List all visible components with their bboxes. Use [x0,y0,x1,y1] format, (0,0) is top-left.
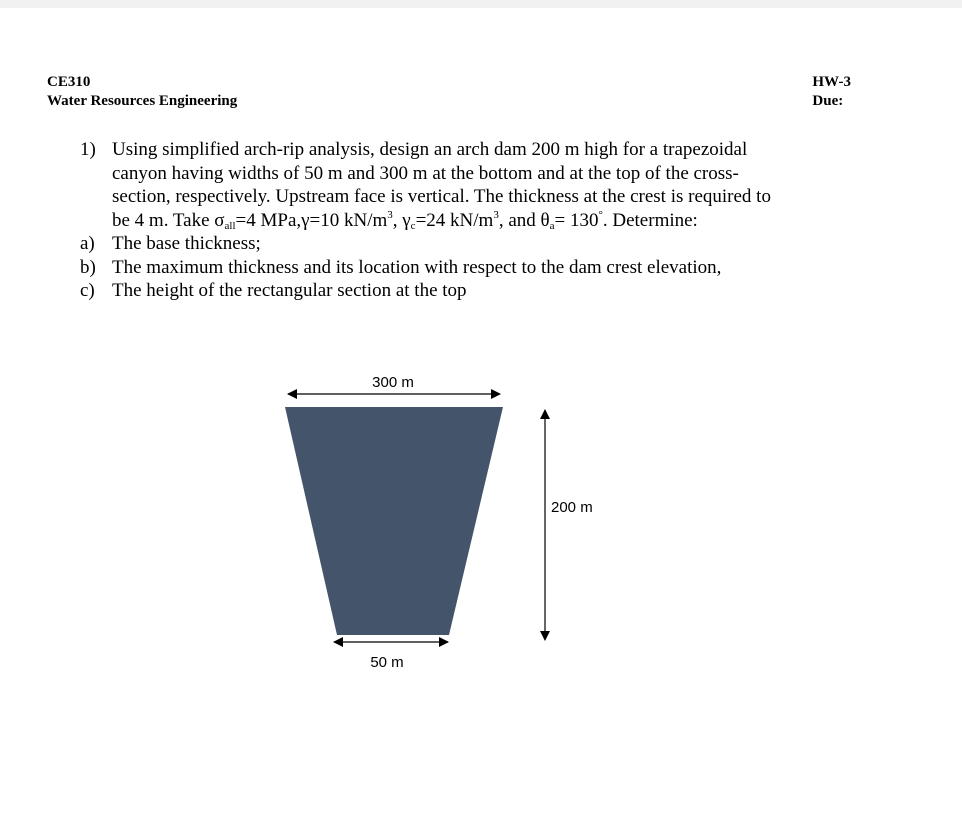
problem-number: 1) [80,139,96,160]
part-a [80,232,880,256]
part-b [80,256,880,280]
statement-line: section, respectively. Upstream face is vertical. The thickness at the crest is required to [112,186,771,207]
trapezoid-canyon [285,407,503,635]
bottom-width-label: 50 m [370,654,404,671]
statement-line: canyon having widths of 50 m and 300 m at the bottom and at the top of the cross- [112,162,739,184]
top-width-label: 300 m [372,374,414,391]
problem-1 [80,138,880,303]
part-label: a) [80,233,95,254]
statement-line: Using simplified arch-rip analysis, design an arch dam 200 m high for a trapezoidal [112,139,748,160]
part-label: b) [80,256,96,278]
part-text: The height of the rectangular section at the top [112,280,467,301]
course-header [47,73,237,111]
part-text: The maximum thickness and its location with respect to the dam crest elevation, [112,256,722,278]
height-label: 200 m [551,499,593,516]
problem-statement [80,138,880,232]
course-code: CE310 [47,74,91,90]
hw-label: HW-3 [812,74,851,90]
statement-line: be 4 m. Take $\sigma_{all}=4$ MPa,γ=10 $kN/m^3$, $\gamma_c=24$ $kN/m^3$, and $\theta_a= 130^\circ$. Determine: [112,208,698,232]
top-bar [0,0,962,8]
due-label: Due: [812,93,844,109]
part-label: c) [80,280,95,301]
course-name: Water Resources Engineering [47,93,238,109]
homework-header [812,73,851,111]
part-c [80,279,880,303]
part-text: The base thickness; [112,233,261,254]
